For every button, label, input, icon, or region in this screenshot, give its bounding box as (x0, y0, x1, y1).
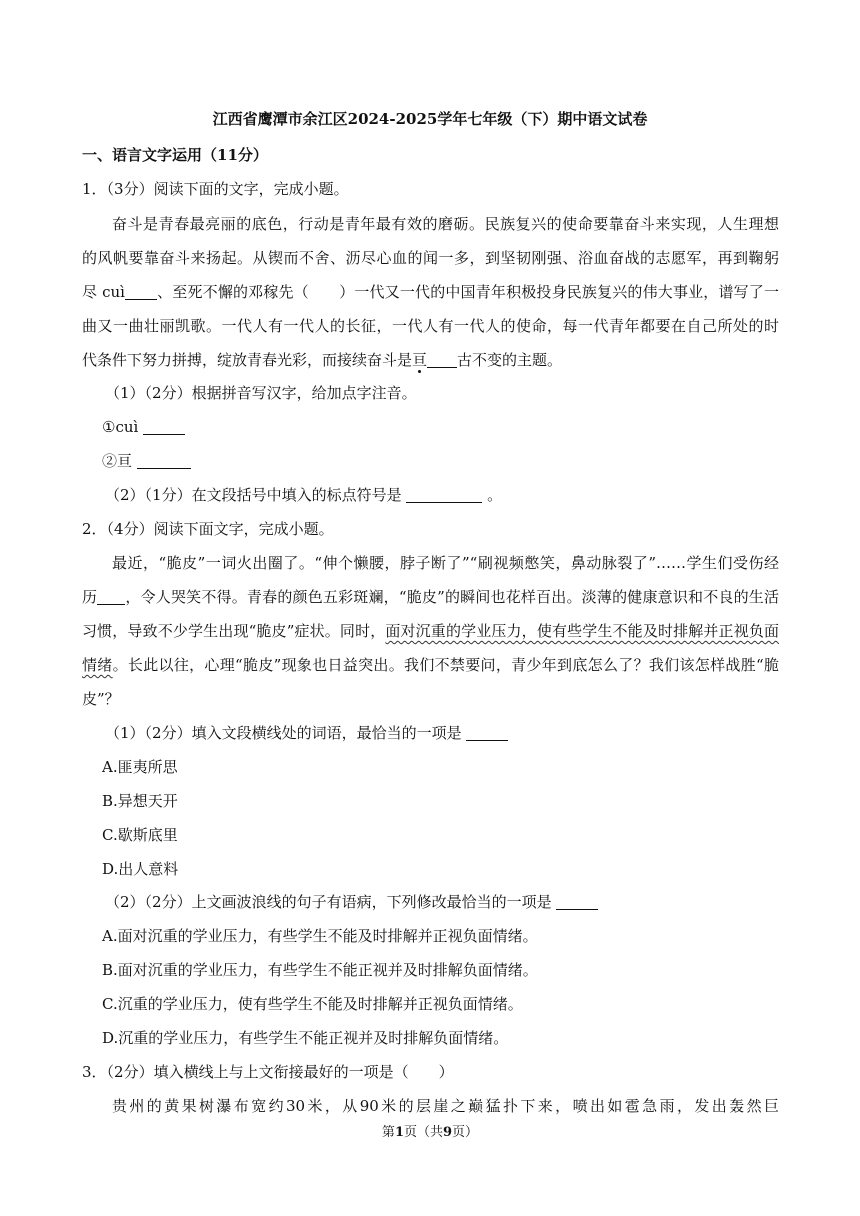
passage-text: ，令人哭笑不得。青春的颜色五彩斑斓，“脆皮”的瞬间也花样百出。淡薄的健康意识和不良的生活 (125, 588, 779, 606)
answer-blank[interactable] (466, 724, 508, 741)
option-a[interactable]: A.匪夷所思 (102, 758, 178, 776)
q3-passage-line: 贵州的黄果树瀑布宽约30米，从90米的层崖之巅猛扑下来，喷出如雹急雨，发出轰然巨 (112, 1097, 779, 1115)
option-d[interactable]: D.出人意料 (102, 860, 179, 878)
q1-passage-line: 的风帆要靠奋斗来扬起。从锲而不舍、沥尽心血的闻一多，到坚韧刚强、浴血奋战的志愿军，再到鞠躬 (82, 249, 779, 267)
passage-text: 、至死不懈的邓稼先（ ）一代又一代的中国青年积极投身民族复兴的伟大事业，谱写了一 (156, 283, 779, 301)
q1-passage-line: 奋斗是青春最亮丽的底色，行动是青年最有效的磨砺。民族复兴的使命要靠奋斗来实现，人生理想 (112, 215, 779, 233)
passage-text: 古不变的主题。 (457, 351, 563, 369)
passage-text: 历 (82, 588, 98, 606)
q1-passage-line: 曲又一曲壮丽凯歌。一代人有一代人的长征，一代人有一代人的使命，每一代青年都要在自己所处的时 (82, 317, 779, 335)
answer-blank[interactable] (406, 486, 482, 503)
item-label: ①cuì (102, 418, 139, 436)
option-d[interactable]: D.沉重的学业压力，有些学生不能正视并及时排解负面情绪。 (102, 1029, 509, 1047)
option-a[interactable]: A.面对沉重的学业压力，有些学生不能及时排解并正视负面情绪。 (102, 927, 538, 945)
footer-text: 页（共 (403, 1125, 443, 1140)
option-b[interactable]: B.异想天开 (102, 792, 178, 810)
punct: 。 (487, 486, 503, 504)
footer-text: 页） (452, 1125, 479, 1140)
q2-passage-line: 最近，“脆皮”一词火出圈了。“伸个懒腰，脖子断了”“刷视频憋笑，鼻动脉裂了”……学生们受伤经 (112, 554, 779, 572)
q1-subquestion-2 (105, 484, 502, 506)
option-c[interactable]: C.歇斯底里 (102, 826, 178, 844)
subquestion-text: （2）（2分）上文画波浪线的句子有语病，下列修改最恰当的一项是 (105, 893, 552, 911)
passage-text: 代条件下努力拼搏，绽放青春光彩，而接续奋斗是 (82, 351, 413, 369)
page-total: 9 (443, 1125, 453, 1140)
q1-sub1-item (102, 450, 191, 472)
q2-passage-line (82, 586, 779, 608)
passage-text: 习惯，导致不少学生出现“脆皮”症状。同时， (82, 622, 386, 640)
q2-passage-line (82, 620, 779, 642)
answer-blank[interactable] (137, 452, 191, 469)
option-c[interactable]: C.沉重的学业压力，使有些学生不能及时排解并正视负面情绪。 (102, 995, 523, 1013)
question-3-stem: 3．（2分）填入横线上与上文衔接最好的一项是（ ） (82, 1063, 454, 1081)
q2-subquestion-2 (105, 891, 598, 913)
answer-blank (97, 588, 125, 605)
q1-sub1-item (102, 416, 185, 438)
exam-title: 江西省鹰潭市余江区2024-2025学年七年级（下）期中语文试卷 (212, 110, 648, 128)
option-b[interactable]: B.面对沉重的学业压力，有些学生不能正视并及时排解负面情绪。 (102, 961, 538, 979)
answer-blank[interactable] (143, 418, 185, 435)
wavy-underlined-sentence: 情绪 (82, 656, 113, 674)
q1-passage-line (82, 349, 779, 371)
footer-text: 第 (381, 1125, 395, 1140)
subquestion-text: （2）（1分）在文段括号中填入的标点符号是 (105, 486, 402, 504)
q2-subquestion-1 (105, 722, 508, 744)
page-footer (0, 1124, 860, 1142)
q1-passage-line (82, 281, 779, 303)
q2-passage-line: 皮”？ (82, 690, 120, 708)
question-1-stem: 1．（3分）阅读下面的文字，完成小题。 (82, 180, 349, 198)
answer-blank (427, 351, 457, 368)
pinyin-text: 尽 cuì (82, 283, 125, 301)
answer-blank (125, 283, 157, 300)
question-2-stem: 2．（4分）阅读下面文字，完成小题。 (82, 520, 334, 538)
q1-subquestion-1: （1）（2分）根据拼音写汉字，给加点字注音。 (105, 384, 417, 402)
section-heading: 一、语言文字运用（11分） (82, 146, 268, 164)
subquestion-text: （1）（2分）填入文段横线处的词语，最恰当的一项是 (105, 724, 462, 742)
item-label: ②亘 (102, 452, 133, 470)
passage-text: 。长此以往，心理“脆皮”现象也日益突出。我们不禁要问，青少年到底怎么了？我们该怎样战胜“脆 (112, 656, 779, 674)
dotted-character: 亘 (412, 351, 428, 369)
page-number: 1 (394, 1125, 404, 1140)
q2-passage-line (82, 654, 779, 676)
answer-blank[interactable] (556, 893, 598, 910)
wavy-underlined-sentence: 面对沉重的学业压力，使有些学生不能及时排解并正视负面 (385, 622, 779, 640)
